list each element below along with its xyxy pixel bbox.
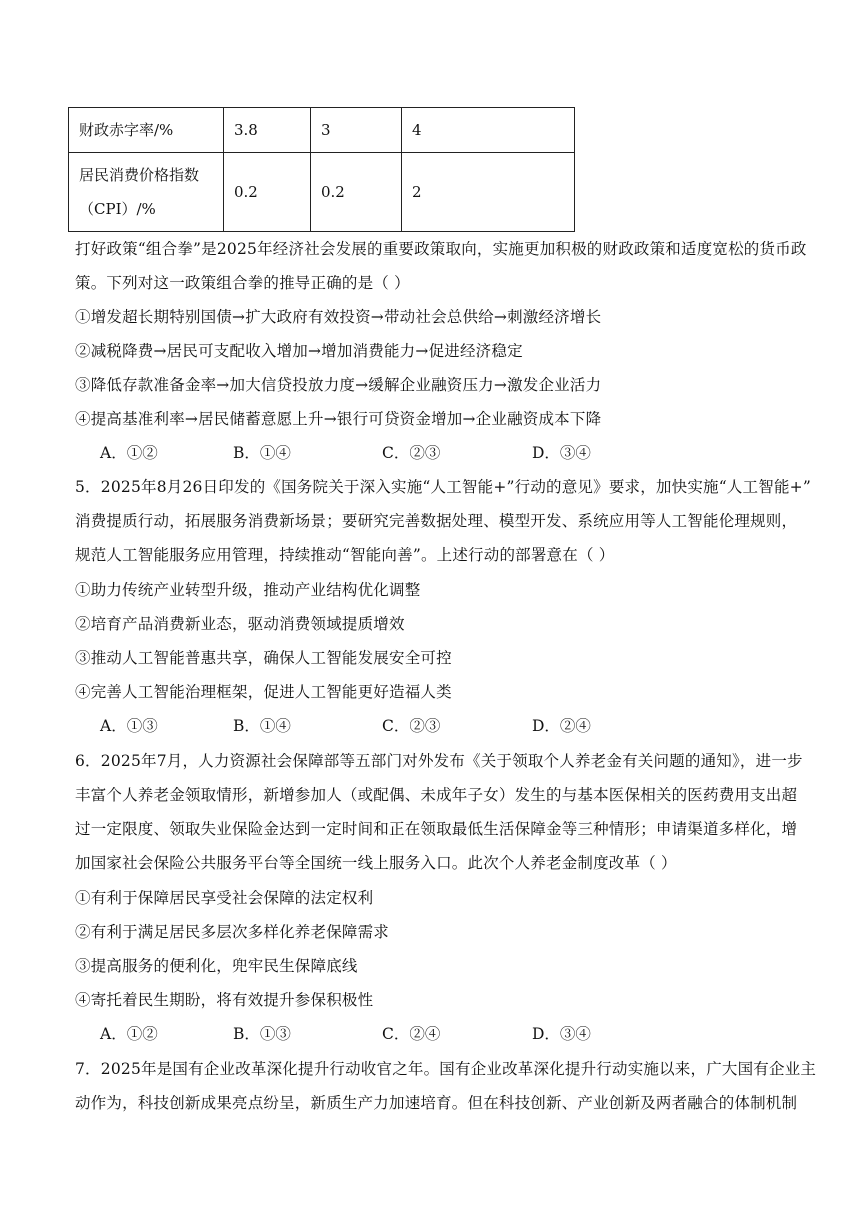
q5-statement: ②培育产品消费新业态，驱动消费领域提质增效 xyxy=(75,615,405,633)
economic-indicators-table xyxy=(68,107,575,232)
cell-line: （CPI）/% xyxy=(79,200,156,218)
q4-statement: ②减税降费→居民可支配收入增加→增加消费能力→促进经济稳定 xyxy=(75,342,523,360)
q4-statement: ③降低存款准备金率→加大信贷投放力度→缓解企业融资压力→激发企业活力 xyxy=(75,376,602,394)
q5-stem-line: 5．2025年8月26日印发的《国务院关于深入实施“人工智能+”行动的意见》要求，加快实施“人工智能+” xyxy=(75,478,811,496)
table-cell: 2 xyxy=(402,153,575,232)
table-cell: 0.2 xyxy=(224,153,311,232)
table-cell: 0.2 xyxy=(311,153,402,232)
table-cell: 4 xyxy=(402,108,575,153)
option-c[interactable]: C．②③ xyxy=(382,444,441,462)
option-d[interactable]: D．③④ xyxy=(532,1025,591,1043)
q7-stem-line: 动作为，科技创新成果亮点纷呈，新质生产力加速培育。但在科技创新、产业创新及两者融合的体制机制 xyxy=(75,1094,798,1112)
q6-stem-line: 过一定限度、领取失业保险金达到一定时间和正在领取最低生活保障金等三种情形；申请渠道多样化，增 xyxy=(75,820,798,838)
q6-statement: ①有利于保障居民享受社会保障的法定权利 xyxy=(75,889,374,907)
option-b[interactable]: B．①④ xyxy=(233,717,291,735)
q4-stem-line: 策。下列对这一政策组合拳的推导正确的是（ ） xyxy=(75,274,410,292)
table-cell: 财政赤字率/% xyxy=(69,108,224,153)
option-a[interactable]: A．①② xyxy=(100,1025,158,1043)
q4-stem-line: 打好政策“组合拳”是2025年经济社会发展的重要政策取向，实施更加积极的财政政策和适度宽松的货币政 xyxy=(75,240,807,258)
q6-stem-line: 加国家社会保险公共服务平台等全国统一线上服务入口。此次个人养老金制度改革（ ） xyxy=(75,854,677,872)
q6-stem-line: 丰富个人养老金领取情形，新增参加人（或配偶、未成年子女）发生的与基本医保相关的医药费用支出超 xyxy=(75,786,798,804)
q5-statement: ①助力传统产业转型升级，推动产业结构优化调整 xyxy=(75,581,421,599)
q4-statement: ④提高基准利率→居民储蓄意愿上升→银行可贷资金增加→企业融资成本下降 xyxy=(75,410,602,428)
table-cell: 3.8 xyxy=(224,108,311,153)
q7-stem-line: 7．2025年是国有企业改革深化提升行动收官之年。国有企业改革深化提升行动实施以来，广大国有企业主 xyxy=(75,1060,817,1078)
table-cell: 3 xyxy=(311,108,402,153)
table-cell xyxy=(69,153,224,232)
q6-statement: ②有利于满足居民多层次多样化养老保障需求 xyxy=(75,923,390,941)
option-b[interactable]: B．①③ xyxy=(233,1025,291,1043)
cell-line: 居民消费价格指数 xyxy=(79,166,200,184)
q5-stem-line: 规范人工智能服务应用管理，持续推动“智能向善”。上述行动的部署意在（ ） xyxy=(75,546,615,564)
q5-statement: ④完善人工智能治理框架，促进人工智能更好造福人类 xyxy=(75,683,452,701)
q5-statement: ③推动人工智能普惠共享，确保人工智能发展安全可控 xyxy=(75,649,452,667)
option-a[interactable]: A．①③ xyxy=(100,717,158,735)
option-c[interactable]: C．②④ xyxy=(382,1025,441,1043)
q6-statement: ③提高服务的便利化，兜牢民生保障底线 xyxy=(75,957,358,975)
q4-statement: ①增发超长期特别国债→扩大政府有效投资→带动社会总供给→刺激经济增长 xyxy=(75,308,602,326)
option-d[interactable]: D．③④ xyxy=(532,444,591,462)
option-c[interactable]: C．②③ xyxy=(382,717,441,735)
option-a[interactable]: A．①② xyxy=(100,444,158,462)
table-row xyxy=(69,153,575,232)
option-b[interactable]: B．①④ xyxy=(233,444,291,462)
option-d[interactable]: D．②④ xyxy=(532,717,591,735)
q6-statement: ④寄托着民生期盼，将有效提升参保积极性 xyxy=(75,991,374,1009)
q5-stem-line: 消费提质行动，拓展服务消费新场景；要研究完善数据处理、模型开发、系统应用等人工智能伦理规则， xyxy=(75,512,798,530)
table-row xyxy=(69,108,575,153)
q6-stem-line: 6．2025年7月，人力资源社会保障部等五部门对外发布《关于领取个人养老金有关问题的通知》，进一步 xyxy=(75,752,803,770)
